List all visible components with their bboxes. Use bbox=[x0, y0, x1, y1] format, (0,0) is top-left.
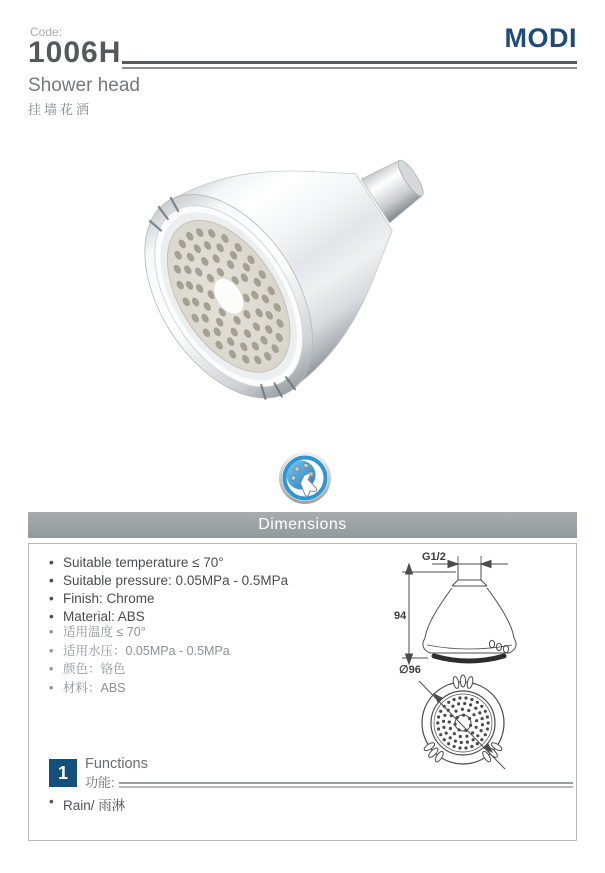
dimensions-panel bbox=[28, 543, 577, 841]
spec-item: • Finish: Chrome bbox=[49, 590, 288, 608]
functions-index-badge: 1 bbox=[49, 759, 77, 787]
spec-item: • Suitable pressure: 0.05MPa - 0.5MPa bbox=[49, 572, 288, 590]
thread-size-label: G1/2 bbox=[422, 551, 446, 563]
functions-title-en: Functions bbox=[85, 756, 148, 772]
spec-list-zh bbox=[49, 623, 230, 697]
functions-title-zh: 功能: bbox=[85, 775, 115, 790]
product-name-zh: 挂墙花洒 bbox=[28, 102, 93, 117]
diameter-label: ∅96 bbox=[399, 664, 421, 676]
technical-drawing-side-view bbox=[394, 548, 569, 670]
height-dimension-label: 94 bbox=[394, 610, 407, 622]
functions-divider bbox=[119, 782, 573, 788]
technical-drawing-bottom-view bbox=[397, 659, 539, 786]
spec-item: • 适用温度 ≤ 70° bbox=[49, 623, 230, 642]
product-code: 1006H bbox=[28, 36, 122, 69]
spec-item: • Material: ABS bbox=[49, 608, 288, 626]
spec-item: • 颜色：铬色 bbox=[49, 660, 230, 679]
nozzle-dots-drawing bbox=[436, 696, 490, 749]
header-divider bbox=[122, 61, 577, 69]
spec-list-en bbox=[49, 554, 288, 626]
spec-item: • 材料：ABS bbox=[49, 679, 230, 698]
dimensions-section-header: Dimensions bbox=[28, 512, 577, 538]
spec-item: • 适用水压：0.05MPa - 0.5MPa bbox=[49, 642, 230, 661]
function-item: • Rain/ 雨淋 bbox=[49, 794, 125, 814]
spec-item: • Suitable temperature ≤ 70° bbox=[49, 554, 288, 572]
product-photo bbox=[140, 100, 460, 400]
brand-logo: MODI bbox=[504, 23, 577, 53]
product-name-en: Shower head bbox=[28, 75, 140, 96]
code-label: Code: bbox=[30, 25, 63, 39]
touch-clean-nozzle-icon bbox=[278, 451, 332, 505]
